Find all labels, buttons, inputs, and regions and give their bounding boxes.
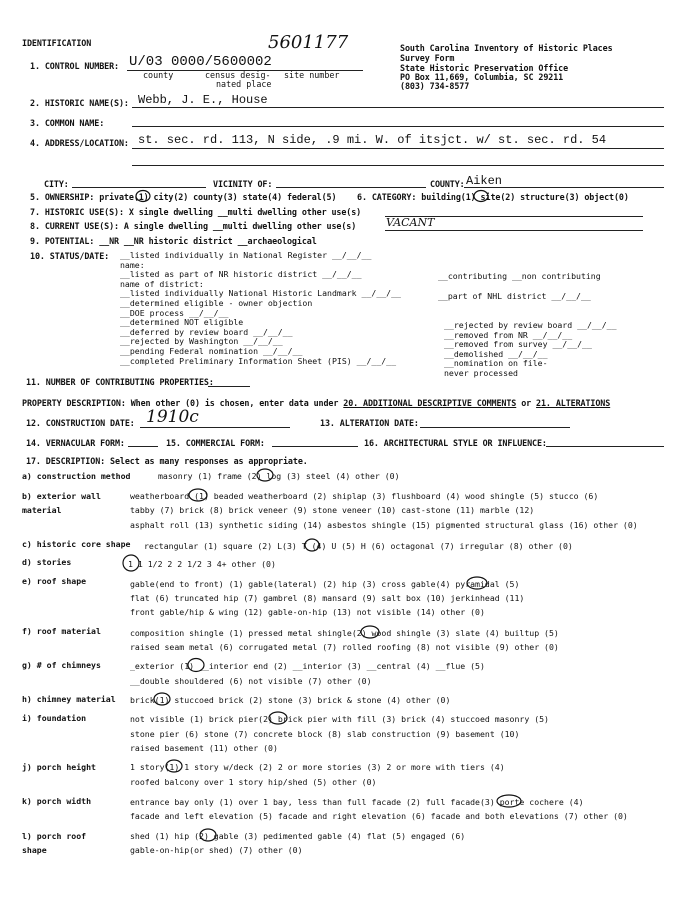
alteration-date-label: 13. ALTERATION DATE: (320, 418, 419, 428)
org-line-3: State Historic Preservation Office (400, 63, 569, 73)
stories-label: d) stories (22, 557, 72, 567)
roof-material-options-1: composition shingle (1) pressed metal shingle(2) wood shingle (3) slate (4) builtup (5) (130, 628, 559, 638)
construction-method-label: a) construction method (22, 471, 131, 481)
roof-material-label: f) roof material (22, 626, 101, 636)
construction-date-value: 1910c (146, 407, 199, 427)
roof-material-circle (361, 626, 379, 638)
county-caption: county (143, 70, 174, 80)
construction-method-circle (257, 469, 273, 481)
status-item: __determined eligible - owner objection (120, 297, 313, 308)
ownership-circle (136, 191, 150, 202)
roof-shape-circle (467, 577, 487, 589)
identification-heading: IDENTIFICATION (22, 38, 92, 48)
chimney-material-circle (154, 693, 170, 705)
stories-options: 1 1 1/2 2 2 1/2 3 4+ other (0) (128, 559, 276, 569)
note-or: or (521, 398, 532, 408)
historic-use-row: 7. HISTORIC USE(S): X single dwelling __multi dwelling other use(s) (30, 207, 362, 217)
porch-roof-options-2: gable-on-hip(or shed) (7) other (0) (130, 845, 303, 855)
site-number-caption: site number (284, 70, 340, 80)
foundation-options-3: raised basement (11) other (0) (130, 743, 278, 753)
foundation-label: i) foundation (22, 713, 87, 723)
exterior-wall-options-2: tabby (7) brick (8) brick veneer (9) stone veneer (10) cast-stone (11) marble (12) (130, 505, 535, 515)
census-caption-2: nated place (216, 79, 272, 89)
status-item: __pending Federal nomination __/__/__ (120, 345, 303, 356)
construction-method-options: masonry (1) frame (2) log (3) steel (4) other (0) (158, 471, 400, 481)
note-text: PROPERTY DESCRIPTION: When other (0) is chosen, enter data under (22, 398, 339, 408)
address-label: 4. ADDRESS/LOCATION: (30, 138, 129, 148)
vernacular-form-label: 14. VERNACULAR FORM: (26, 438, 125, 448)
status-item: __removed from survey __/__/__ (444, 339, 592, 350)
note-alterations: 21. ALTERATIONS (536, 398, 611, 408)
org-line-4: PO Box 11,669, Columbia, SC 29211 (400, 72, 564, 82)
roof-shape-options-1: gable(end to front) (1) gable(lateral) (2) hip (3) cross gable(4) pyramidal (5) (130, 579, 520, 589)
status-item: __demolished __/__/__ (444, 348, 548, 359)
exterior-wall-label: b) exterior wall material (22, 491, 101, 515)
status-item: __removed from NR __/__/__ (444, 329, 573, 340)
porch-height-options-2: roofed balcony over 1 story hip/shed (5) other (0) (130, 777, 377, 787)
commercial-form-label: 15. COMMERCIAL FORM: (166, 438, 265, 448)
porch-height-circle (166, 760, 182, 772)
org-line-2: Survey Form (400, 53, 455, 63)
current-use-value: VACANT (386, 216, 435, 229)
county-value: Aiken (466, 174, 503, 188)
exterior-wall-options-3: asphalt roll (13) synthetic siding (14) asbestos shingle (15) pigmented structural glass (16) other (0) (130, 520, 638, 530)
status-item: __listed individually National Historic Landmark __/__/__ (120, 288, 401, 299)
status-item: __rejected by Washington __/__/__ (120, 336, 283, 347)
roof-shape-label: e) roof shape (22, 576, 87, 586)
contributing-properties-label: 11. NUMBER OF CONTRIBUTING PROPERTIES: (26, 377, 214, 387)
roof-material-options-2: raised seam metal (6) corrugated metal (7) rolled roofing (8) not visible (9) other (0) (130, 642, 559, 652)
potential-row: 9. POTENTIAL: __NR __NR historic district __archaeological (30, 236, 317, 246)
porch-width-options-2: facade and left elevation (5) facade and right elevation (6) facade and both elevations (7) other (0) (130, 811, 628, 821)
status-item: __determined NOT eligible (120, 317, 244, 328)
foundation-options-2: stone pier (6) stone (7) concrete block (8) slab construction (9) basement (10) (130, 729, 520, 739)
address-value: st. sec. rd. 113, N side, .9 mi. W. of itsjct. w/ st. sec. rd. 54 (138, 133, 607, 147)
status-item: __listed as part of NR historic district __/__/__ (120, 269, 362, 280)
status-item: __listed individually in National Register __/__/__ (120, 250, 372, 260)
exterior-wall-options-1: weatherboard (1) beaded weatherboard (2) shiplap (3) flushboard (4) wood shingle (5) stucco (6) (130, 491, 599, 501)
status-item: __completed Preliminary Information Sheet (PIS) __/__/__ (120, 355, 397, 366)
status-item: name: (120, 259, 145, 270)
porch-height-options-1: 1 story(1) 1 story w/deck (2) 2 or more stories (3) 2 or more with tiers (4) (130, 762, 505, 772)
status-item: never processed (444, 367, 518, 378)
city-label: CITY: (44, 179, 69, 189)
architectural-style-label: 16. ARCHITECTURAL STYLE OR INFLUENCE: (364, 438, 547, 448)
note-additional-comments: 20. ADDITIONAL DESCRIPTIVE COMMENTS (343, 398, 517, 408)
porch-roof-label: l) porch roof shape (22, 831, 87, 855)
historic-core-shape-label: c) historic core shape (22, 539, 131, 549)
org-line-5: (803) 734-8577 (400, 81, 470, 91)
control-number-value: U/03 0000/5600002 (129, 54, 272, 70)
chimney-material-label: h) chimney material (22, 694, 116, 704)
historic-name-label: 2. HISTORIC NAME(S): (30, 98, 129, 108)
chimneys-options-2: __double shouldered (6) not visible (7) other (0) (130, 676, 372, 686)
county-label: COUNTY: (430, 179, 465, 189)
chimneys-options-1: _exterior (1) __interior end (2) __interior (3) __central (4) __flue (5) (130, 661, 485, 671)
status-nhl: __part of NHL district __/__/__ (438, 291, 591, 301)
status-contributing: __contributing __non contributing (438, 271, 601, 281)
current-use-row: 8. CURRENT USE(S): A single dwelling __multi dwelling other use(s) (30, 221, 357, 231)
vicinity-label: VICINITY OF: (213, 179, 273, 189)
foundation-circle (269, 712, 287, 724)
porch-height-label: j) porch height (22, 762, 96, 772)
census-caption: census desig- (205, 70, 271, 80)
status-item: __DOE process __/__/__ (120, 307, 229, 318)
status-label: 10. STATUS/DATE: (30, 251, 110, 261)
common-name-label: 3. COMMON NAME: (30, 118, 105, 128)
chimneys-label: g) # of chimneys (22, 660, 101, 670)
construction-date-label: 12. CONSTRUCTION DATE: (26, 418, 135, 428)
roof-shape-options-2: flat (6) truncated hip (7) gambrel (8) mansard (9) salt box (10) jerkinhead (11) (130, 593, 525, 603)
category-row: 6. CATEGORY: building(1) site(2) structure(3) object(0) (357, 192, 629, 202)
control-number-label: 1. CONTROL NUMBER: (30, 61, 119, 71)
status-item: __rejected by review board __/__/__ (444, 320, 617, 330)
org-line-1: South Carolina Inventory of Historic Places (400, 43, 613, 53)
stamped-number: 5601177 (268, 32, 349, 53)
chimney-material-options: brick(1) stuccoed brick (2) stone (3) brick & stone (4) other (0) (130, 695, 451, 705)
stories-circle (123, 555, 139, 571)
description-heading: 17. DESCRIPTION: Select as many responses as appropriate. (26, 456, 308, 466)
porch-roof-circle (200, 829, 216, 841)
exterior-wall-circle (189, 489, 207, 501)
porch-width-options-1: entrance bay only (1) over 1 bay, less than full facade (2) full facade(3) porte cochere (4) (130, 797, 584, 807)
foundation-options-1: not visible (1) brick pier(2) brick pier with fill (3) brick (4) stuccoed masonry (5) (130, 714, 549, 724)
status-item: name of district: (120, 278, 204, 289)
category-circle (474, 191, 488, 202)
status-item: __deferred by review board __/__/__ (120, 326, 293, 337)
porch-roof-options-1: shed (1) hip (2) gable (3) pedimented gable (4) flat (5) engaged (6) (130, 831, 466, 841)
chimneys-circle (188, 659, 204, 672)
ownership-row: 5. OWNERSHIP: private(1) city(2) county(3) state(4) federal(5) (30, 192, 337, 202)
historic-name-value: Webb, J. E., House (138, 93, 268, 107)
porch-width-label: k) porch width (22, 796, 92, 806)
core-shape-circle (305, 539, 319, 551)
historic-core-shape-options: rectangular (1) square (2) L(3) T (4) U (5) H (6) octagonal (7) irregular (8) other (0) (144, 541, 573, 551)
status-item: __nomination on file- (444, 358, 548, 369)
roof-shape-options-3: front gable/hip & wing (12) gable-on-hip (13) not visible (14) other (0) (130, 607, 485, 617)
porch-width-circle (497, 795, 521, 807)
